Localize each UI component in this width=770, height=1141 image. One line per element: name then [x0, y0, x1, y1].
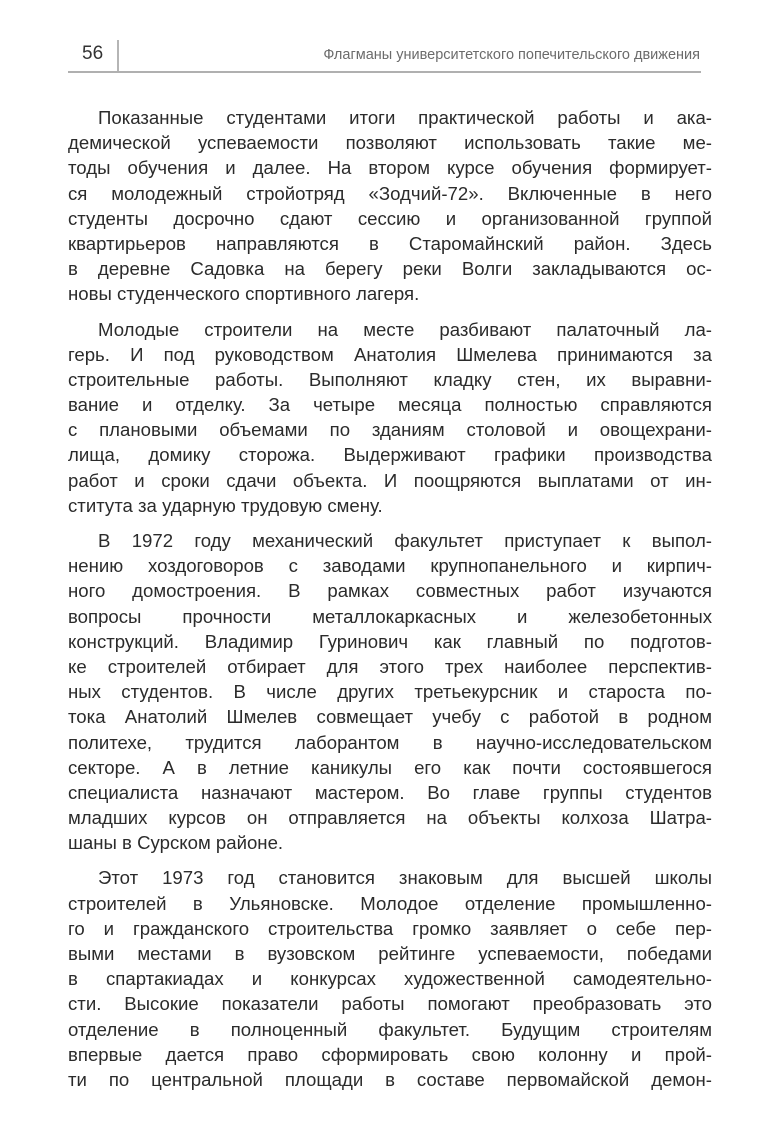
text-line: Молодые строители на месте разбивают палаточный ла-: [98, 318, 712, 340]
text-line: выми местами в вузовском рейтинге успеваемости, победами: [68, 943, 712, 964]
text-line: в спартакиадах и конкурсах художественной самодеятельно-: [68, 968, 712, 990]
text-line: В 1972 году механический факультет приступает к выпол-: [98, 530, 712, 551]
text-line: тока Анатолий Шмелев совмещает учебу с работой в родном: [68, 706, 712, 728]
header-vertical-divider: [117, 40, 119, 72]
text-line: Этот 1973 год становится знаковым для высшей школы: [98, 867, 712, 889]
text-line: го и гражданского строительства громко заявляет о себе пер-: [68, 917, 712, 939]
text-line: с плановыми объемами по зданиям столовой и овощехрани-: [68, 419, 712, 441]
text-line: квартирьеров направляются в Старомайнский район. Здесь: [68, 232, 712, 254]
paragraph: [68, 317, 712, 519]
text-line: лища, домику сторожа. Выдерживают графики производства: [68, 444, 712, 466]
text-line: шаны в Сурском районе.: [68, 832, 284, 854]
text-line: ного домостроения. В рамках совместных работ изучаются: [68, 580, 712, 602]
text-line: герь. И под руководством Анатолия Шмелева принимаются за: [68, 343, 712, 365]
text-line: в деревне Садовка на берегу реки Волги закладываются ос-: [68, 258, 712, 280]
text-line: тоды обучения и далее. На втором курсе обучения формирует-: [68, 157, 712, 179]
text-line: вопросы прочности металлокаркасных и железобетонных: [68, 605, 712, 627]
text-line: специалиста назначают мастером. Во главе группы студентов: [68, 781, 712, 803]
text-line: строительные работы. Выполняют кладку стен, их выравни-: [68, 368, 712, 390]
text-line: демической успеваемости позволяют использовать такие ме-: [68, 132, 712, 154]
text-line: сти. Высокие показатели работы помогают преобразовать это: [68, 993, 712, 1015]
header-rule: [68, 71, 701, 73]
text-line: нению хоздоговоров с заводами крупнопанельного и кирпич-: [68, 555, 712, 577]
text-line: Показанные студентами итоги практической работы и ака-: [98, 107, 712, 128]
page-number: 56: [82, 43, 104, 64]
page-header: [0, 0, 770, 80]
text-line: секторе. А в летние каникулы его как почти состоявшегося: [68, 756, 712, 778]
paragraph: [68, 528, 712, 855]
text-line: ных студентов. В числе других третьекурсник и староста по-: [68, 681, 712, 703]
text-line: младших курсов он отправляется на объекты колхоза Шатра-: [68, 807, 712, 829]
body-text: [68, 105, 712, 1102]
text-line: ститута за ударную трудовую смену.: [68, 494, 383, 516]
running-title: Флагманы университетского попечительского движения: [323, 47, 700, 63]
paragraph: [68, 105, 712, 307]
text-line: ке строителей отбирает для этого трех наиболее перспектив-: [68, 655, 712, 677]
text-line: строителей в Ульяновске. Молодое отделение промышленно-: [68, 892, 712, 914]
text-line: конструкций. Владимир Гуринович как главный по подготов-: [68, 630, 712, 652]
text-line: вание и отделку. За четыре месяца полностью справляются: [68, 394, 712, 416]
paragraph: [68, 865, 712, 1092]
text-line: работ и сроки сдачи объекта. И поощряются выплатами от ин-: [68, 469, 712, 491]
text-line: впервые дается право сформировать свою колонну и прой-: [68, 1043, 712, 1065]
text-line: отделение в полноценный факультет. Будущим строителям: [68, 1018, 712, 1040]
text-line: ся молодежный стройотряд «Зодчий-72». Включенные в него: [68, 182, 712, 204]
text-line: новы студенческого спортивного лагеря.: [68, 283, 420, 305]
text-line: ти по центральной площади в составе первомайской демон-: [68, 1068, 712, 1090]
text-line: студенты досрочно сдают сессию и организованной группой: [68, 207, 712, 229]
text-line: политехе, трудится лаборантом в научно-исследовательском: [68, 731, 712, 753]
